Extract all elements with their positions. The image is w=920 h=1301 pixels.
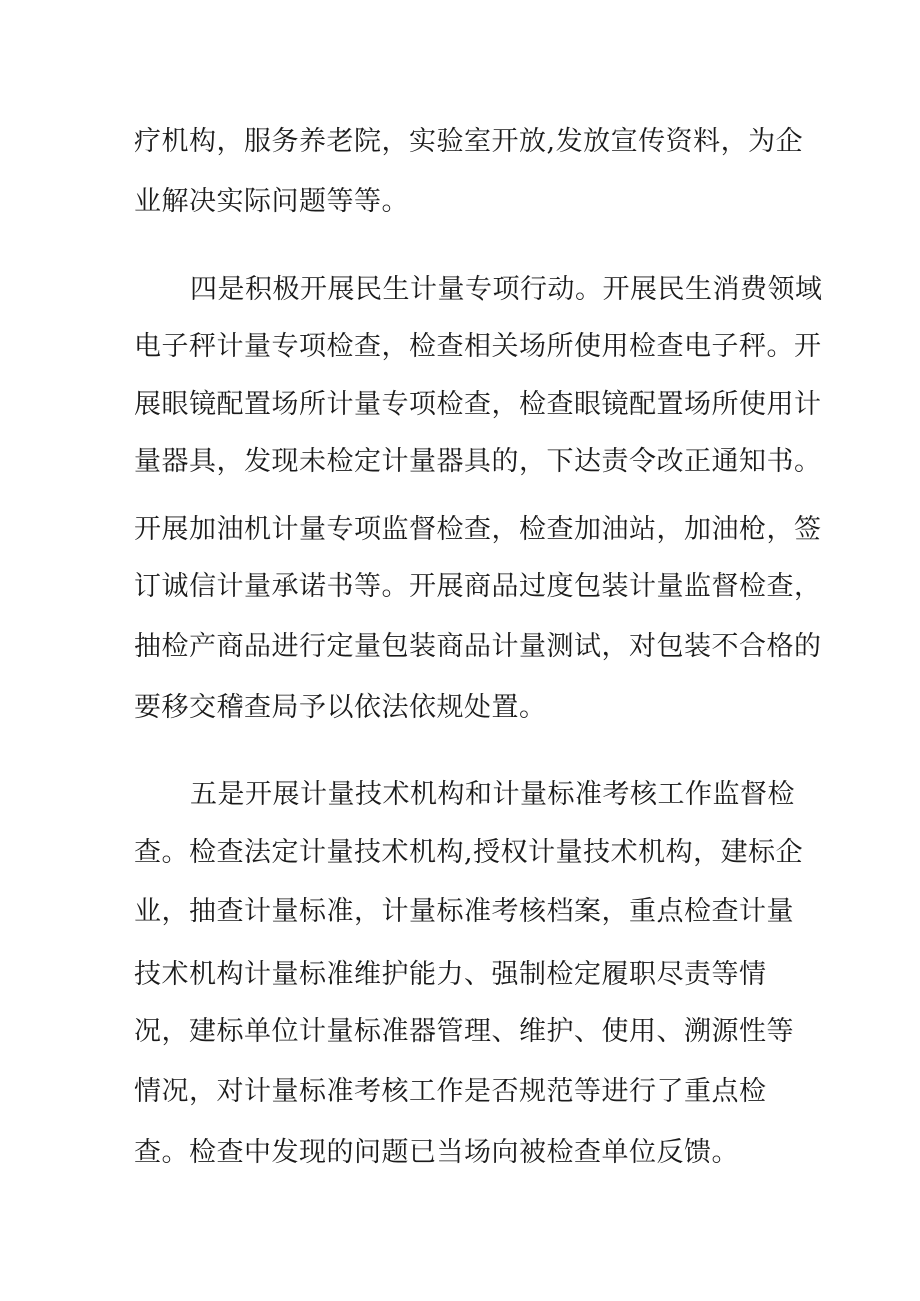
paragraph-3-line-2: 查。检查法定计量技术机构,授权计量技术机构，建标企 xyxy=(134,837,804,868)
paragraph-2-line-1: 四是积极开展民生计量专项行动。开展民生消费领域 xyxy=(190,274,823,305)
paragraph-2-line-7: 抽检产商品进行定量包装商品计量测试，对包装不合格的 xyxy=(134,631,822,662)
paragraph-2-line-4: 量器具，发现未检定计量器具的，下达责令改正通知书。 xyxy=(134,446,822,477)
paragraph-3-line-5: 况，建标单位计量标准器管理、维护、使用、溯源性等 xyxy=(134,1016,794,1047)
paragraph-1-line-1: 疗机构，服务养老院，实验室开放,发放宣传资料，为企 xyxy=(134,126,804,157)
paragraph-3-line-4: 技术机构计量标准维护能力、强制检定履职尽责等情 xyxy=(134,959,767,990)
paragraph-1-line-2: 业解决实际问题等等。 xyxy=(134,186,409,217)
paragraph-3-line-3: 业，抽查计量标准，计量标准考核档案，重点检查计量 xyxy=(134,896,794,927)
paragraph-3-line-6: 情况，对计量标准考核工作是否规范等进行了重点检 xyxy=(134,1076,767,1107)
paragraph-3-line-1: 五是开展计量技术机构和计量标准考核工作监督检 xyxy=(190,779,795,810)
paragraph-2-line-2: 电子秤计量专项检查，检查相关场所使用检查电子秤。开 xyxy=(134,331,822,362)
paragraph-3-line-7: 查。检查中发现的问题已当场向被检查单位反馈。 xyxy=(134,1137,739,1168)
paragraph-2-line-5: 开展加油机计量专项监督检查，检查加油站，加油枪，签 xyxy=(134,514,822,545)
paragraph-2-line-3: 展眼镜配置场所计量专项检查，检查眼镜配置场所使用计 xyxy=(134,389,822,420)
paragraph-2-line-8: 要移交稽查局予以依法依规处置。 xyxy=(134,692,547,723)
paragraph-2-line-6: 订诚信计量承诺书等。开展商品过度包装计量监督检查， xyxy=(134,571,822,602)
